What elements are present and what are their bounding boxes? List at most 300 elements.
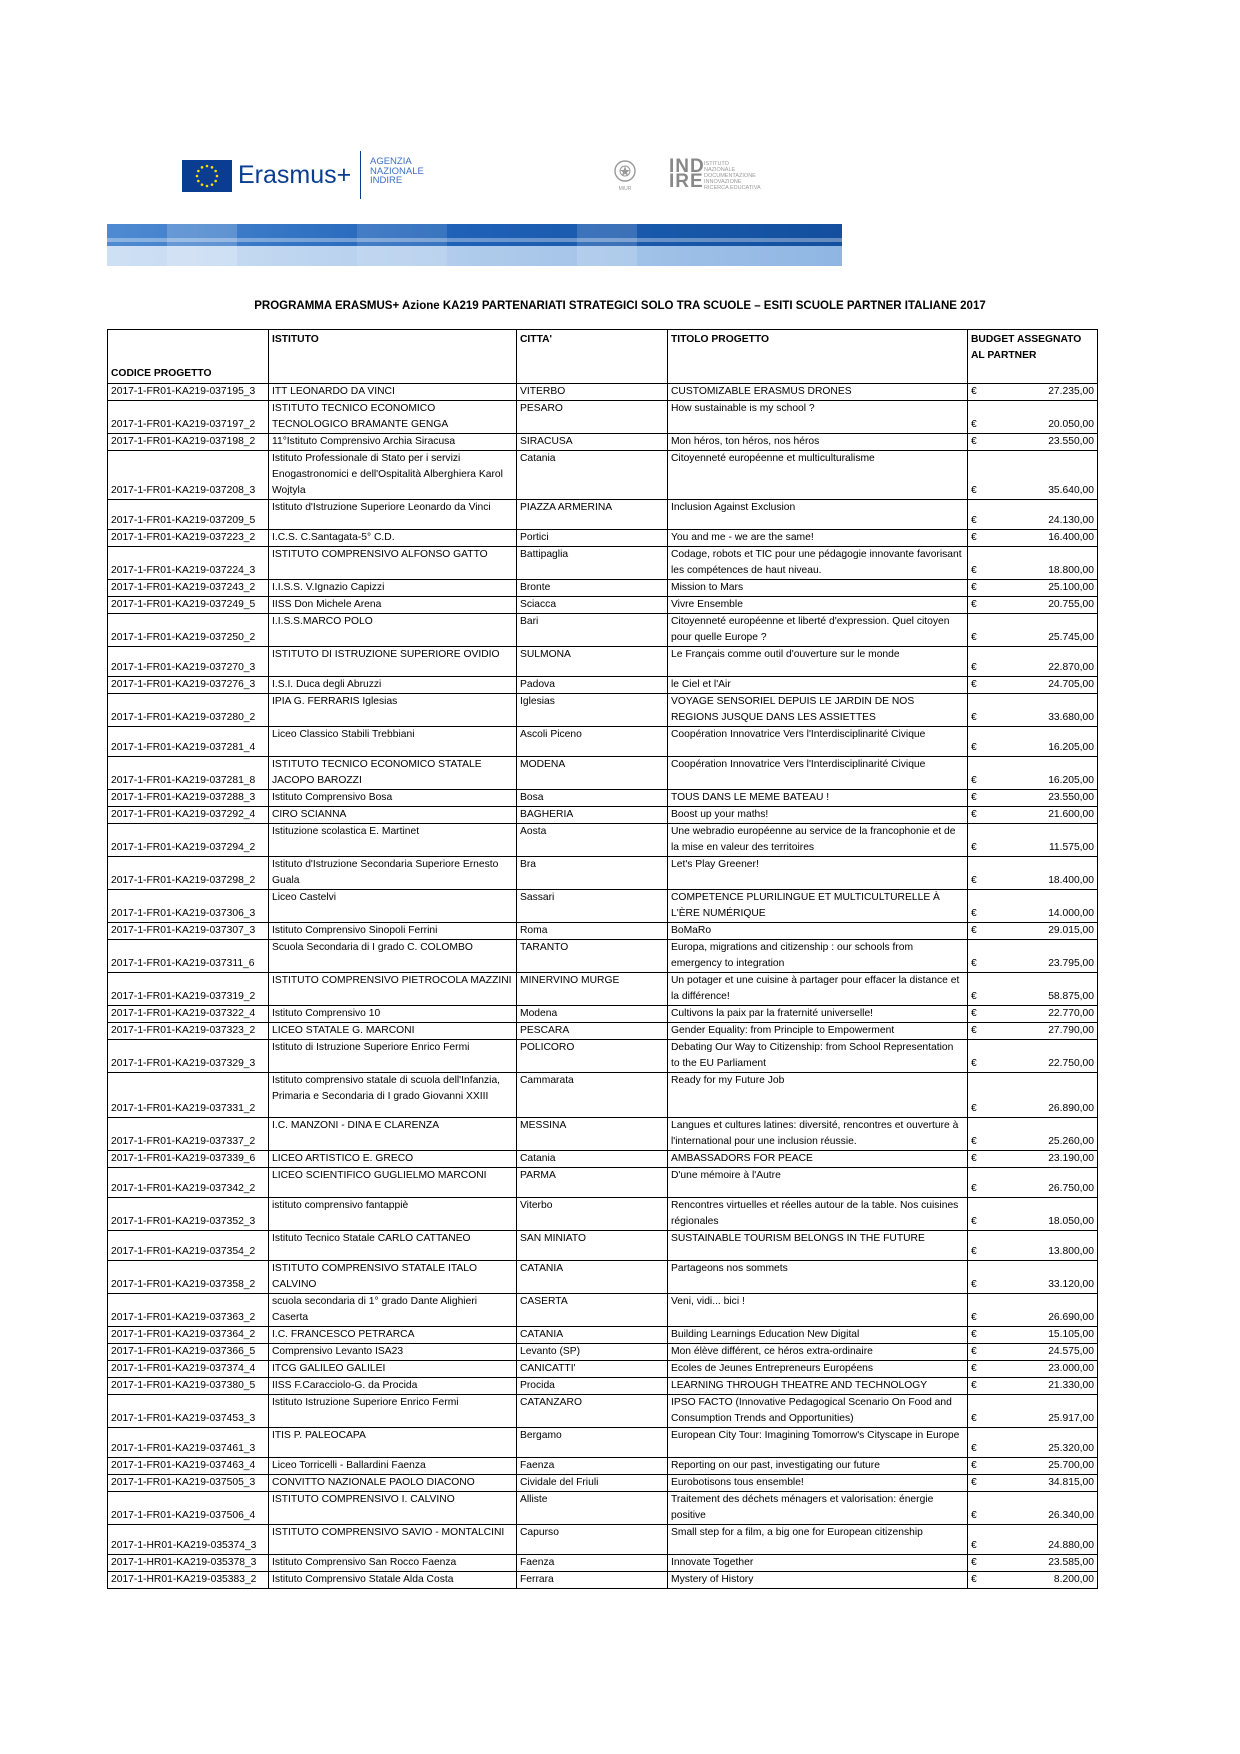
indire-logo [669, 156, 705, 192]
budget-cell [968, 1395, 1098, 1428]
istituto-cell: ISTITUTO COMPRENSIVO STATALE ITALO CALVINO [269, 1261, 517, 1294]
citta-cell: PARMA [517, 1168, 668, 1198]
currency-symbol: € [971, 1443, 977, 1454]
budget-amount: 20.050,00 [1048, 419, 1094, 430]
budget-cell [968, 597, 1098, 614]
budget-amount: 15.105,00 [1048, 1329, 1094, 1340]
table-row [108, 940, 1098, 973]
budget-cell [968, 1168, 1098, 1198]
citta-cell: Sassari [517, 890, 668, 923]
citta-cell: Viterbo [517, 1198, 668, 1231]
citta-cell: TARANTO [517, 940, 668, 973]
codice-cell: 2017-1-FR01-KA219-037298_2 [108, 857, 269, 890]
citta-cell: CATANIA [517, 1327, 668, 1344]
header-istituto: ISTITUTO [269, 330, 517, 384]
istituto-cell: Istituto Professionale di Stato per i servizi Enogastronomici e dell'Ospitalità Alberghiera Karol Wojtyla [269, 451, 517, 500]
istituto-cell: Comprensivo Levanto ISA23 [269, 1344, 517, 1361]
currency-symbol: € [971, 1153, 977, 1164]
table-row [108, 1555, 1098, 1572]
table-row [108, 1525, 1098, 1555]
table-row [108, 1231, 1098, 1261]
currency-symbol: € [971, 1460, 977, 1471]
budget-amount: 18.400,00 [1048, 875, 1094, 886]
istituto-cell: Istituzione scolastica E. Martinet [269, 824, 517, 857]
indire-mark-line: IRE [669, 171, 704, 192]
table-row [108, 530, 1098, 547]
istituto-cell: Istituto Tecnico Statale CARLO CATTANEO [269, 1231, 517, 1261]
table-row [108, 434, 1098, 451]
budget-amount: 8.200,00 [1053, 1574, 1094, 1585]
currency-symbol: € [971, 792, 977, 803]
codice-cell: 2017-1-FR01-KA219-037280_2 [108, 694, 269, 727]
istituto-cell: CONVITTO NAZIONALE PAOLO DIACONO [269, 1475, 517, 1492]
table-row [108, 647, 1098, 677]
currency-symbol: € [971, 1246, 977, 1257]
istituto-cell: I.C. FRANCESCO PETRARCA [269, 1327, 517, 1344]
budget-amount: 23.550,00 [1048, 436, 1094, 447]
currency-symbol: € [971, 1346, 977, 1357]
budget-amount: 23.550,00 [1048, 792, 1094, 803]
budget-cell [968, 973, 1098, 1006]
budget-cell [968, 647, 1098, 677]
codice-cell: 2017-1-FR01-KA219-037461_3 [108, 1428, 269, 1458]
indire-mark-line: IND [669, 156, 705, 177]
budget-cell [968, 694, 1098, 727]
table-row [108, 807, 1098, 824]
budget-cell [968, 1151, 1098, 1168]
citta-cell: Bari [517, 614, 668, 647]
citta-cell: Bra [517, 857, 668, 890]
table-row [108, 973, 1098, 1006]
page-title: PROGRAMMA ERASMUS+ Azione KA219 PARTENARIATI STRATEGICI SOLO TRA SCUOLE – ESITI SCUOLE PARTNER ITALIANE 2017 [254, 300, 986, 312]
citta-cell: Cammarata [517, 1073, 668, 1118]
istituto-cell: ISTITUTO TECNICO ECONOMICO STATALE JACOPO BAROZZI [269, 757, 517, 790]
budget-amount: 29.015,00 [1048, 925, 1094, 936]
istituto-cell: Liceo Classico Stabili Trebbiani [269, 727, 517, 757]
titolo-cell: TOUS DANS LE MEME BATEAU ! [668, 790, 968, 807]
currency-symbol: € [971, 632, 977, 643]
codice-cell: 2017-1-FR01-KA219-037292_4 [108, 807, 269, 824]
codice-cell: 2017-1-FR01-KA219-037364_2 [108, 1327, 269, 1344]
titolo-cell: Mon héros, ton héros, nos héros [668, 434, 968, 451]
titolo-cell: Europa, migrations and citizenship : our schools from emergency to integration [668, 940, 968, 973]
table-row [108, 677, 1098, 694]
titolo-cell: Coopération Innovatrice Vers l'Interdisciplinarité Civique [668, 727, 968, 757]
istituto-cell: Istituto Comprensivo Sinopoli Ferrini [269, 923, 517, 940]
budget-amount: 26.690,00 [1048, 1312, 1094, 1323]
agenzia-line: AGENZIA [370, 156, 412, 167]
table-row [108, 1378, 1098, 1395]
currency-symbol: € [971, 991, 977, 1002]
titolo-cell: Citoyenneté européenne et multiculturalisme [668, 451, 968, 500]
citta-cell: Cividale del Friuli [517, 1475, 668, 1492]
budget-amount: 22.870,00 [1048, 662, 1094, 673]
currency-symbol: € [971, 582, 977, 593]
codice-cell: 2017-1-FR01-KA219-037506_4 [108, 1492, 269, 1525]
citta-cell: Bosa [517, 790, 668, 807]
table-row [108, 824, 1098, 857]
istituto-cell: LICEO SCIENTIFICO GUGLIELMO MARCONI [269, 1168, 517, 1198]
eu-star-icon [211, 166, 214, 169]
budget-amount: 25.917,00 [1048, 1413, 1094, 1424]
citta-cell: BAGHERIA [517, 807, 668, 824]
citta-cell: Catania [517, 1151, 668, 1168]
citta-cell: Catania [517, 451, 668, 500]
codice-cell: 2017-1-FR01-KA219-037329_3 [108, 1040, 269, 1073]
istituto-cell: ISTITUTO DI ISTRUZIONE SUPERIORE OVIDIO [269, 647, 517, 677]
codice-cell: 2017-1-HR01-KA219-035374_3 [108, 1525, 269, 1555]
eu-star-icon [211, 183, 214, 186]
titolo-cell: Un potager et une cuisine à partager pour effacer la distance et la différence! [668, 973, 968, 1006]
codice-cell: 2017-1-FR01-KA219-037380_5 [108, 1378, 269, 1395]
budget-cell [968, 500, 1098, 530]
agenzia-line: NAZIONALE [370, 165, 424, 177]
titolo-cell: Ecoles de Jeunes Entrepreneurs Européens [668, 1361, 968, 1378]
currency-symbol: € [971, 1329, 977, 1340]
table-row [108, 1006, 1098, 1023]
codice-cell: 2017-1-FR01-KA219-037270_3 [108, 647, 269, 677]
citta-cell: CATANZARO [517, 1395, 668, 1428]
currency-symbol: € [971, 1510, 977, 1521]
currency-symbol: € [971, 679, 977, 690]
budget-amount: 58.875,00 [1048, 991, 1094, 1002]
budget-amount: 24.575,00 [1048, 1346, 1094, 1357]
citta-cell: Alliste [517, 1492, 668, 1525]
titolo-cell: Cultivons la paix par la fraternité universelle! [668, 1006, 968, 1023]
eu-star-icon [206, 165, 209, 168]
table-row [108, 1475, 1098, 1492]
budget-cell [968, 401, 1098, 434]
titolo-cell: Innovate Together [668, 1555, 968, 1572]
titolo-cell: Vivre Ensemble [668, 597, 968, 614]
budget-cell [968, 1040, 1098, 1073]
istituto-cell: ISTITUTO COMPRENSIVO PIETROCOLA MAZZINI [269, 973, 517, 1006]
titolo-cell: COMPETENCE PLURILINGUE ET MULTICULTURELLE À L'ÈRE NUMÉRIQUE [668, 890, 968, 923]
eu-stars-icon [182, 160, 232, 192]
currency-symbol: € [971, 712, 977, 723]
codice-cell: 2017-1-HR01-KA219-035383_2 [108, 1572, 269, 1589]
indire-line: RICERCA EDUCATIVA [704, 185, 761, 191]
istituto-cell: LICEO ARTISTICO E. GRECO [269, 1151, 517, 1168]
codice-cell: 2017-1-FR01-KA219-037276_3 [108, 677, 269, 694]
table-header-row [108, 330, 1098, 384]
titolo-cell: Partageons nos sommets [668, 1261, 968, 1294]
table-row [108, 1327, 1098, 1344]
table-body [108, 384, 1098, 1589]
currency-symbol: € [971, 1557, 977, 1568]
budget-amount: 26.750,00 [1048, 1183, 1094, 1194]
currency-symbol: € [971, 532, 977, 543]
citta-cell: VITERBO [517, 384, 668, 401]
budget-amount: 23.795,00 [1048, 958, 1094, 969]
citta-cell: Ferrara [517, 1572, 668, 1589]
currency-symbol: € [971, 1380, 977, 1391]
citta-cell: Padova [517, 677, 668, 694]
budget-cell [968, 1294, 1098, 1327]
titolo-cell: Veni, vidi... bici ! [668, 1294, 968, 1327]
header-citta: CITTA' [517, 330, 668, 384]
istituto-cell: Istituto di Istruzione Superiore Enrico Fermi [269, 1040, 517, 1073]
table-row [108, 923, 1098, 940]
table-row [108, 401, 1098, 434]
budget-amount: 24.130,00 [1048, 515, 1094, 526]
istituto-cell: CIRO SCIANNA [269, 807, 517, 824]
citta-cell: Bronte [517, 580, 668, 597]
citta-cell: MESSINA [517, 1118, 668, 1151]
titolo-cell: Inclusion Against Exclusion [668, 500, 968, 530]
projects-table [107, 329, 1098, 1589]
codice-cell: 2017-1-FR01-KA219-037322_4 [108, 1006, 269, 1023]
titolo-cell: You and me - we are the same! [668, 530, 968, 547]
codice-cell: 2017-1-FR01-KA219-037198_2 [108, 434, 269, 451]
indire-line: NAZIONALE [704, 167, 736, 173]
indire-line: DOCUMENTAZIONE [704, 173, 756, 179]
codice-cell: 2017-1-FR01-KA219-037250_2 [108, 614, 269, 647]
titolo-cell: Citoyenneté européenne et liberté d'expression. Quel citoyen pour quelle Europe ? [668, 614, 968, 647]
titolo-cell: Une webradio européenne au service de la francophonie et de la mise en valeur des territoires [668, 824, 968, 857]
table-row [108, 1395, 1098, 1428]
table-row [108, 1344, 1098, 1361]
citta-cell: Faenza [517, 1458, 668, 1475]
currency-symbol: € [971, 515, 977, 526]
istituto-cell: 11°Istituto Comprensivo Archia Siracusa [269, 434, 517, 451]
istituto-cell: istituto comprensivo fantappiè [269, 1198, 517, 1231]
istituto-cell: LICEO STATALE G. MARCONI [269, 1023, 517, 1040]
citta-cell: Sciacca [517, 597, 668, 614]
titolo-cell: D'une mémoire à l'Autre [668, 1168, 968, 1198]
citta-cell: Bergamo [517, 1428, 668, 1458]
istituto-cell: Istituto Istruzione Superiore Enrico Fermi [269, 1395, 517, 1428]
titolo-cell: Reporting on our past, investigating our future [668, 1458, 968, 1475]
erasmus-plus-logo: Erasmus+ [238, 161, 352, 189]
titolo-cell: CUSTOMIZABLE ERASMUS DRONES [668, 384, 968, 401]
agenzia-line: INDIRE [370, 175, 403, 186]
table-row [108, 757, 1098, 790]
budget-amount: 26.890,00 [1048, 1103, 1094, 1114]
budget-amount: 18.800,00 [1048, 565, 1094, 576]
istituto-cell: IPIA G. FERRARIS Iglesias [269, 694, 517, 727]
codice-cell: 2017-1-FR01-KA219-037339_6 [108, 1151, 269, 1168]
budget-amount: 23.190,00 [1048, 1153, 1094, 1164]
budget-cell [968, 677, 1098, 694]
budget-cell [968, 923, 1098, 940]
titolo-cell: Rencontres virtuelles et réelles autour de la table. Nos cuisines régionales [668, 1198, 968, 1231]
citta-cell: CASERTA [517, 1294, 668, 1327]
istituto-cell: Istituto comprensivo statale di scuola dell'Infanzia, Primaria e Secondaria di I grado Giovanni XXIII [269, 1073, 517, 1118]
istituto-cell: ITIS P. PALEOCAPA [269, 1428, 517, 1458]
citta-cell: Portici [517, 530, 668, 547]
eu-star-icon [206, 185, 209, 188]
table-row [108, 597, 1098, 614]
istituto-cell: Scuola Secondaria di I grado C. COLOMBO [269, 940, 517, 973]
table-row [108, 1428, 1098, 1458]
istituto-cell: Istituto Comprensivo Bosa [269, 790, 517, 807]
codice-cell: 2017-1-FR01-KA219-037249_5 [108, 597, 269, 614]
table-row [108, 500, 1098, 530]
titolo-cell: Traitement des déchets ménagers et valorisation: énergie positive [668, 1492, 968, 1525]
currency-symbol: € [971, 1216, 977, 1227]
codice-cell: 2017-1-FR01-KA219-037306_3 [108, 890, 269, 923]
istituto-cell: Istituto Comprensivo 10 [269, 1006, 517, 1023]
budget-cell [968, 1361, 1098, 1378]
codice-cell: 2017-1-FR01-KA219-037358_2 [108, 1261, 269, 1294]
budget-amount: 25.745,00 [1048, 632, 1094, 643]
currency-symbol: € [971, 1136, 977, 1147]
budget-amount: 22.770,00 [1048, 1008, 1094, 1019]
budget-cell [968, 807, 1098, 824]
budget-amount: 24.880,00 [1048, 1540, 1094, 1551]
titolo-cell: Mon élève différent, ce héros extra-ordinaire [668, 1344, 968, 1361]
budget-amount: 16.205,00 [1048, 742, 1094, 753]
currency-symbol: € [971, 599, 977, 610]
citta-cell: MODENA [517, 757, 668, 790]
budget-cell [968, 1378, 1098, 1395]
table-row [108, 890, 1098, 923]
currency-symbol: € [971, 1008, 977, 1019]
budget-amount: 13.800,00 [1048, 1246, 1094, 1257]
codice-cell: 2017-1-FR01-KA219-037342_2 [108, 1168, 269, 1198]
budget-cell [968, 727, 1098, 757]
budget-amount: 14.000,00 [1048, 908, 1094, 919]
titolo-cell: European City Tour: Imagining Tomorrow's Cityscape in Europe [668, 1428, 968, 1458]
codice-cell: 2017-1-FR01-KA219-037294_2 [108, 824, 269, 857]
header-logos [182, 145, 802, 205]
budget-cell [968, 1428, 1098, 1458]
codice-cell: 2017-1-FR01-KA219-037319_2 [108, 973, 269, 1006]
eu-star-icon [197, 170, 200, 173]
budget-amount: 21.600,00 [1048, 809, 1094, 820]
currency-symbol: € [971, 875, 977, 886]
table-row [108, 1073, 1098, 1118]
budget-cell [968, 824, 1098, 857]
citta-cell: Iglesias [517, 694, 668, 727]
titolo-cell: Mission to Mars [668, 580, 968, 597]
budget-amount: 24.705,00 [1048, 679, 1094, 690]
budget-cell [968, 1525, 1098, 1555]
codice-cell: 2017-1-FR01-KA219-037337_2 [108, 1118, 269, 1151]
table-row [108, 1492, 1098, 1525]
header-codice: CODICE PROGETTO [108, 330, 269, 384]
currency-symbol: € [971, 1413, 977, 1424]
titolo-cell: SUSTAINABLE TOURISM BELONGS IN THE FUTURE [668, 1231, 968, 1261]
titolo-cell: IPSO FACTO (Innovative Pedagogical Scenario On Food and Consumption Trends and Opportunities) [668, 1395, 968, 1428]
currency-symbol: € [971, 1279, 977, 1290]
table-row [108, 1294, 1098, 1327]
eu-star-icon [196, 175, 199, 178]
codice-cell: 2017-1-FR01-KA219-037209_5 [108, 500, 269, 530]
table-row [108, 790, 1098, 807]
istituto-cell: Istituto d'Istruzione Superiore Leonardo da Vinci [269, 500, 517, 530]
citta-cell: Levanto (SP) [517, 1344, 668, 1361]
istituto-cell: Istituto Comprensivo San Rocco Faenza [269, 1555, 517, 1572]
budget-cell [968, 530, 1098, 547]
budget-cell [968, 580, 1098, 597]
indire-line: INNOVAZIONE [704, 179, 742, 185]
citta-cell: PESCARA [517, 1023, 668, 1040]
codice-cell: 2017-1-FR01-KA219-037463_4 [108, 1458, 269, 1475]
currency-symbol: € [971, 386, 977, 397]
budget-amount: 25.700,00 [1048, 1460, 1094, 1471]
istituto-cell: ITCG GALILEO GALILEI [269, 1361, 517, 1378]
header-budget: BUDGET ASSEGNATO AL PARTNER [968, 330, 1098, 384]
eu-star-icon [201, 166, 204, 169]
codice-cell: 2017-1-FR01-KA219-037374_4 [108, 1361, 269, 1378]
eu-star-icon [216, 175, 219, 178]
indire-institute-text [704, 161, 761, 191]
istituto-cell: IISS Don Michele Arena [269, 597, 517, 614]
table-row [108, 614, 1098, 647]
titolo-cell: Small step for a film, a big one for European citizenship [668, 1525, 968, 1555]
budget-cell [968, 1198, 1098, 1231]
budget-amount: 21.330,00 [1048, 1380, 1094, 1391]
budget-amount: 33.120,00 [1048, 1279, 1094, 1290]
istituto-cell: Liceo Torricelli - Ballardini Faenza [269, 1458, 517, 1475]
citta-cell: Faenza [517, 1555, 668, 1572]
table-row [108, 1458, 1098, 1475]
table-row [108, 857, 1098, 890]
currency-symbol: € [971, 742, 977, 753]
titolo-cell: AMBASSADORS FOR PEACE [668, 1151, 968, 1168]
budget-cell [968, 451, 1098, 500]
budget-amount: 25.260,00 [1048, 1136, 1094, 1147]
eu-star-icon [214, 170, 217, 173]
eu-flag-icon [182, 160, 232, 192]
titolo-cell: How sustainable is my school ? [668, 401, 968, 434]
codice-cell: 2017-1-FR01-KA219-037311_6 [108, 940, 269, 973]
table-row [108, 1261, 1098, 1294]
citta-cell: Ascoli Piceno [517, 727, 668, 757]
istituto-cell: ISTITUTO COMPRENSIVO ALFONSO GATTO [269, 547, 517, 580]
budget-cell [968, 384, 1098, 401]
titolo-cell: Boost up your maths! [668, 807, 968, 824]
istituto-cell: IISS F.Caracciolo-G. da Procida [269, 1378, 517, 1395]
table-row [108, 1572, 1098, 1589]
logo-divider [360, 151, 361, 199]
codice-cell: 2017-1-FR01-KA219-037243_2 [108, 580, 269, 597]
currency-symbol: € [971, 419, 977, 430]
table-row [108, 451, 1098, 500]
table-row [108, 727, 1098, 757]
titolo-cell: Langues et cultures latines: diversité, rencontres et ouverture à l'international pour une inclusion réussie. [668, 1118, 968, 1151]
eu-star-icon [197, 180, 200, 183]
currency-symbol: € [971, 842, 977, 853]
citta-cell: Procida [517, 1378, 668, 1395]
codice-cell: 2017-1-FR01-KA219-037366_5 [108, 1344, 269, 1361]
codice-cell: 2017-1-HR01-KA219-035378_3 [108, 1555, 269, 1572]
titolo-cell: Eurobotisons tous ensemble! [668, 1475, 968, 1492]
codice-cell: 2017-1-FR01-KA219-037354_2 [108, 1231, 269, 1261]
currency-symbol: € [971, 908, 977, 919]
titolo-cell: le Ciel et l'Air [668, 677, 968, 694]
budget-cell [968, 1475, 1098, 1492]
table-row [108, 694, 1098, 727]
budget-cell [968, 1006, 1098, 1023]
citta-cell: Capurso [517, 1525, 668, 1555]
budget-amount: 22.750,00 [1048, 1058, 1094, 1069]
budget-cell [968, 890, 1098, 923]
citta-cell: POLICORO [517, 1040, 668, 1073]
citta-cell: SULMONA [517, 647, 668, 677]
budget-cell [968, 940, 1098, 973]
istituto-cell: I.I.S.S. V.Ignazio Capizzi [269, 580, 517, 597]
currency-symbol: € [971, 809, 977, 820]
currency-symbol: € [971, 1025, 977, 1036]
istituto-cell: scuola secondaria di 1° grado Dante Alighieri Caserta [269, 1294, 517, 1327]
header-titolo: TITOLO PROGETTO [668, 330, 968, 384]
table-row [108, 1168, 1098, 1198]
istituto-cell: I.I.S.S.MARCO POLO [269, 614, 517, 647]
budget-amount: 25.320,00 [1048, 1443, 1094, 1454]
